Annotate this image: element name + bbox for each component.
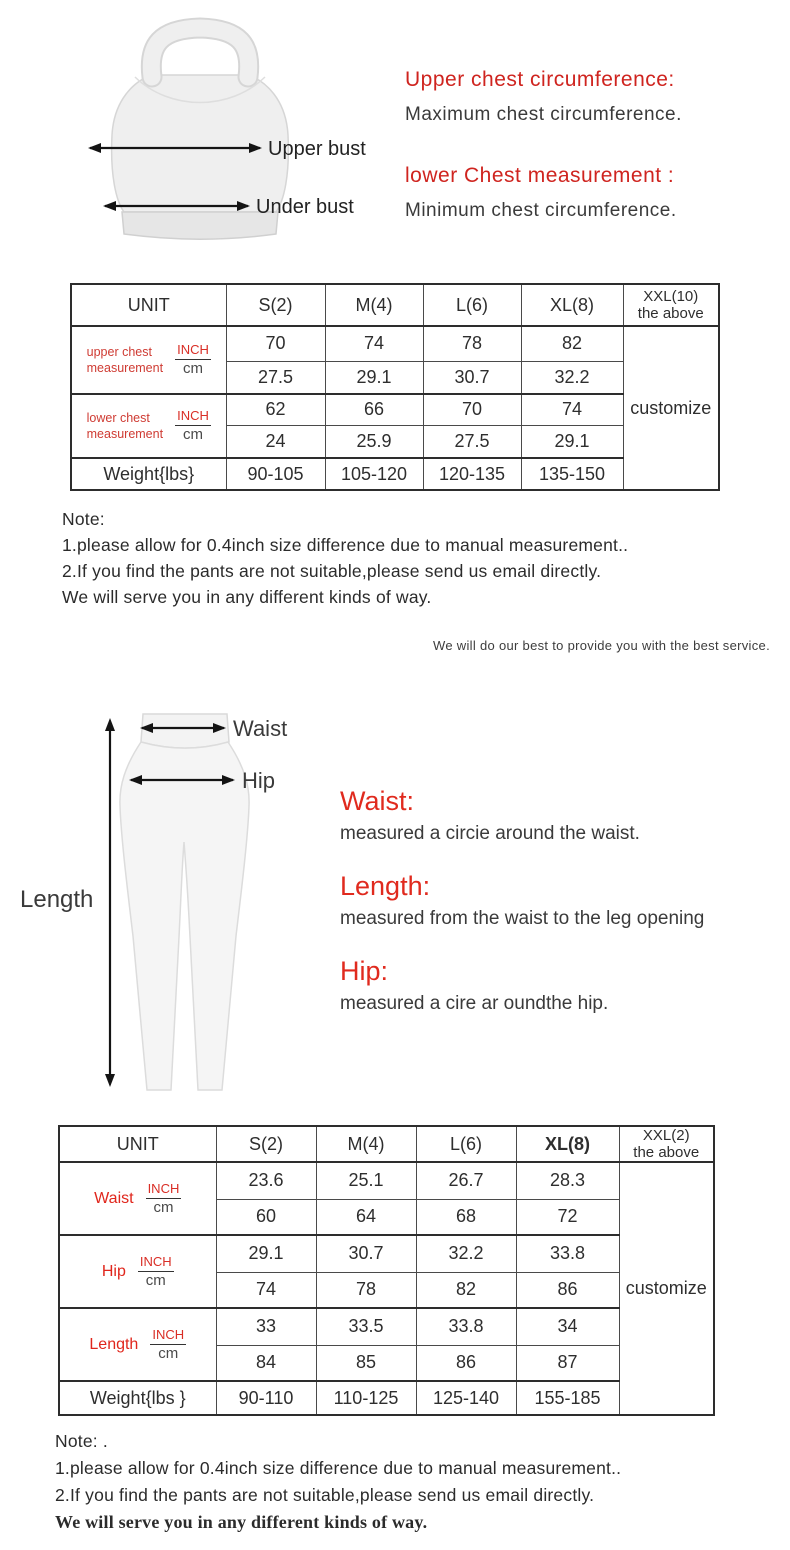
- leggings-legs-shape: [120, 742, 249, 1090]
- table-cell: 105-120: [325, 458, 423, 490]
- note-title: Note: .: [55, 1431, 108, 1451]
- table-cell: 25.1: [316, 1162, 416, 1199]
- upper-chest-def-desc: Maximum chest circumference.: [405, 104, 682, 125]
- hip-def-desc: measured a cire ar oundthe hip.: [340, 993, 609, 1014]
- t1-weight-label: Weight{lbs}: [71, 458, 226, 490]
- inch-cm-unit: $\frac{\text{INCH}}{cm}$: [147, 1180, 180, 1216]
- t2-header-m: M(4): [316, 1126, 416, 1162]
- length-arrowhead-top: [105, 718, 115, 731]
- t1-header-unit: UNIT: [71, 284, 226, 326]
- table-cell: 70: [226, 326, 325, 361]
- table-cell: 90-110: [216, 1381, 316, 1415]
- t2-header-unit: UNIT: [59, 1126, 216, 1162]
- table-cell: 87: [516, 1345, 619, 1381]
- table-cell: 34: [516, 1308, 619, 1345]
- table-cell: 32.2: [521, 361, 623, 394]
- table-cell: 62: [226, 394, 325, 425]
- table-cell: 66: [325, 394, 423, 425]
- table-cell: 70: [423, 394, 521, 425]
- table-cell: 120-135: [423, 458, 521, 490]
- table-cell: 27.5: [423, 425, 521, 458]
- note-block-top: [62, 506, 762, 610]
- table-cell: 85: [316, 1345, 416, 1381]
- table-cell: 68: [416, 1199, 516, 1235]
- note-line: 1.please allow for 0.4inch size difference due to manual measurement..: [55, 1458, 622, 1478]
- bra-strap-fill: [151, 28, 248, 77]
- hip-label: Hip: [242, 768, 276, 793]
- t1-customize-cell: customize: [623, 326, 719, 490]
- t2-hip-label: Hip: [101, 1262, 126, 1280]
- t1-header-xxl: XXL(10) the above: [623, 284, 719, 326]
- inch-cm-unit: $\frac{\text{INCH}}{cm}$: [139, 1253, 172, 1289]
- t2-length-label-cell: [59, 1308, 216, 1381]
- table-cell: 24: [226, 425, 325, 458]
- table-cell: 26.7: [416, 1162, 516, 1199]
- t1-header-m: M(4): [325, 284, 423, 326]
- upper-bust-label: Upper bust: [268, 138, 366, 160]
- inch-cm-unit: $\frac{\text{INCH}}{cm}$: [152, 1326, 185, 1362]
- table-cell: 84: [216, 1345, 316, 1381]
- waist-label: Waist: [233, 716, 288, 741]
- table-cell: 33.8: [516, 1235, 619, 1272]
- table-cell: 110-125: [316, 1381, 416, 1415]
- waist-def-desc: measured a circie around the waist.: [340, 823, 640, 844]
- table-cell: 64: [316, 1199, 416, 1235]
- t1-lower-chest-label-cell: [71, 394, 226, 458]
- upper-bust-arrowhead-left: [88, 143, 101, 153]
- table-row: [59, 1235, 714, 1272]
- t1-header-xl: XL(8): [521, 284, 623, 326]
- service-note: We will do our best to provide you with the best service.: [433, 638, 770, 653]
- inch-cm-unit: $\frac{\text{INCH}}{cm}$: [177, 342, 209, 377]
- note-line: 2.If you find the pants are not suitable,please send us email directly.: [55, 1485, 595, 1505]
- t1-upper-chest-label: upper chest measurement: [86, 345, 164, 375]
- table-cell: 25.9: [325, 425, 423, 458]
- t2-header-xl: XL(8): [516, 1126, 619, 1162]
- note-line: We will serve you in any different kinds of way.: [62, 587, 432, 607]
- table-cell: 30.7: [316, 1235, 416, 1272]
- table-row: [59, 1162, 714, 1199]
- note-title: Note:: [62, 509, 105, 529]
- t2-length-label: Length: [89, 1335, 139, 1353]
- table-cell: 155-185: [516, 1381, 619, 1415]
- table-cell: 28.3: [516, 1162, 619, 1199]
- table-row: [71, 394, 719, 425]
- t2-header-xxl: XXL(2) the above: [619, 1126, 714, 1162]
- table-row: [59, 1308, 714, 1345]
- table-cell: 74: [325, 326, 423, 361]
- table-cell: 27.5: [226, 361, 325, 394]
- inch-cm-unit: $\frac{\text{INCH}}{cm}$: [177, 408, 209, 443]
- length-label: Length: [20, 886, 94, 913]
- waist-def-title: Waist:: [340, 786, 414, 816]
- table-cell: 33.5: [316, 1308, 416, 1345]
- table-cell: 33.8: [416, 1308, 516, 1345]
- t2-weight-label: Weight{lbs }: [59, 1381, 216, 1415]
- table-row: [71, 326, 719, 361]
- t2-waist-label: Waist: [94, 1189, 134, 1207]
- leggings-size-table: [58, 1125, 715, 1416]
- length-arrowhead-bottom: [105, 1074, 115, 1087]
- note-line: 2.If you find the pants are not suitable,please send us email directly.: [62, 561, 602, 581]
- table-cell: 78: [316, 1272, 416, 1308]
- table-header-row: [71, 284, 719, 326]
- leggings-definitions: [340, 786, 780, 1041]
- table-row: [71, 458, 719, 490]
- table-cell: 32.2: [416, 1235, 516, 1272]
- t1-lower-chest-label: lower chest measurement: [86, 411, 164, 441]
- hip-def-title: Hip:: [340, 956, 389, 986]
- t2-header-s: S(2): [216, 1126, 316, 1162]
- t1-upper-chest-label-cell: [71, 326, 226, 394]
- table-cell: 29.1: [521, 425, 623, 458]
- table-cell: 23.6: [216, 1162, 316, 1199]
- table-cell: 30.7: [423, 361, 521, 394]
- table-cell: 86: [416, 1345, 516, 1381]
- table-cell: 82: [521, 326, 623, 361]
- table-cell: 125-140: [416, 1381, 516, 1415]
- length-def-desc: measured from the waist to the leg opening: [340, 908, 705, 929]
- table-cell: 90-105: [226, 458, 325, 490]
- bra-definitions: [405, 68, 775, 260]
- table-cell: 82: [416, 1272, 516, 1308]
- under-bust-arrowhead-left: [103, 201, 116, 211]
- t2-waist-label-cell: [59, 1162, 216, 1235]
- t1-header-s: S(2): [226, 284, 325, 326]
- bra-band-shape: [122, 212, 278, 239]
- table-cell: 29.1: [216, 1235, 316, 1272]
- bra-diagram: [60, 15, 400, 250]
- table-cell: 74: [216, 1272, 316, 1308]
- note-line: 1.please allow for 0.4inch size difference due to manual measurement..: [62, 535, 629, 555]
- table-row: [59, 1381, 714, 1415]
- note-line-emphasis: We will serve you in any different kinds of way.: [55, 1512, 428, 1532]
- t2-header-l: L(6): [416, 1126, 516, 1162]
- t2-customize-cell: customize: [619, 1162, 714, 1415]
- lower-chest-def-desc: Minimum chest circumference.: [405, 200, 677, 221]
- under-bust-label: Under bust: [256, 196, 354, 218]
- table-cell: 72: [516, 1199, 619, 1235]
- table-cell: 135-150: [521, 458, 623, 490]
- table-header-row: [59, 1126, 714, 1162]
- leggings-diagram: [15, 698, 315, 1110]
- table-cell: 60: [216, 1199, 316, 1235]
- bra-body-shape: [112, 75, 289, 212]
- table-cell: 78: [423, 326, 521, 361]
- t2-hip-label-cell: [59, 1235, 216, 1308]
- note-block-bottom: [55, 1428, 765, 1536]
- upper-chest-def-title: Upper chest circumference:: [405, 68, 675, 91]
- table-cell: 33: [216, 1308, 316, 1345]
- table-cell: 86: [516, 1272, 619, 1308]
- length-def-title: Length:: [340, 871, 431, 901]
- bra-size-table: [70, 283, 720, 491]
- t1-header-l: L(6): [423, 284, 521, 326]
- table-cell: 29.1: [325, 361, 423, 394]
- table-cell: 74: [521, 394, 623, 425]
- lower-chest-def-title: lower Chest measurement :: [405, 164, 675, 187]
